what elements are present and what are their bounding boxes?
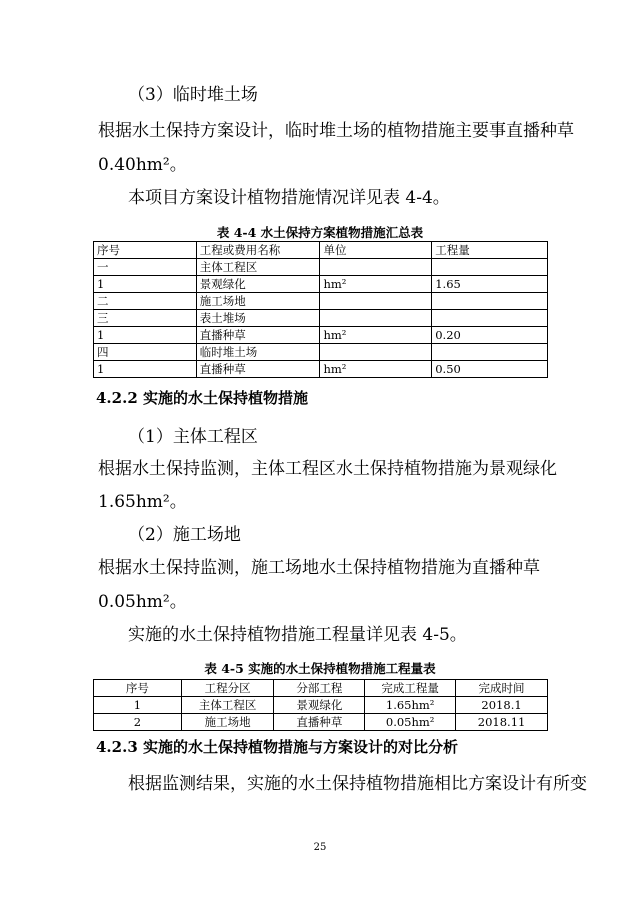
- table-4-4-caption: 表 4-4 水土保持方案植物措施汇总表: [216, 225, 424, 240]
- section-heading-temporary-soil-pile: （3）临时堆土场: [128, 85, 258, 105]
- subsection-heading-construction-site: （2）施工场地: [128, 525, 241, 545]
- paragraph-comparison-analysis: 根据监测结果，实施的水土保持植物措施相比方案设计有所变: [128, 774, 587, 794]
- header-cell: 序号: [94, 680, 182, 697]
- table-cell: 1: [94, 327, 197, 344]
- table-cell: 2018.11: [456, 714, 548, 731]
- table-cell: [432, 344, 548, 361]
- table-row: [94, 697, 548, 714]
- table-cell: 2: [94, 714, 182, 731]
- table-cell: 1: [94, 361, 197, 378]
- table-cell: [320, 293, 432, 310]
- table-row: [94, 361, 548, 378]
- table-row: [94, 344, 548, 361]
- table-4-4: [93, 241, 548, 378]
- table-cell: 景观绿化: [274, 697, 365, 714]
- paragraph-construction-site-line2: 0.05hm²。: [98, 592, 187, 612]
- table-row: [94, 276, 548, 293]
- paragraph-temporary-soil-pile-line1: 根据水土保持方案设计，临时堆土场的植物措施主要事直播种草: [98, 121, 574, 141]
- section-heading-4-2-3: 4.2.3 实施的水土保持植物措施与方案设计的对比分析: [96, 738, 458, 756]
- table-row: [94, 310, 548, 327]
- table-cell: 1: [94, 276, 197, 293]
- table-cell: 直播种草: [196, 361, 320, 378]
- subsection-heading-main-engineering-area: （1）主体工程区: [128, 427, 258, 447]
- table-header-row: [94, 680, 548, 697]
- page-number: 25: [313, 842, 327, 853]
- paragraph-main-engineering-line2: 1.65hm²。: [98, 492, 187, 512]
- header-cell: 完成时间: [456, 680, 548, 697]
- table-cell: 景观绿化: [196, 276, 320, 293]
- table-cell: [432, 310, 548, 327]
- table-cell: 四: [94, 344, 197, 361]
- table-cell: [432, 259, 548, 276]
- table-cell: 二: [94, 293, 197, 310]
- table-cell: 一: [94, 259, 197, 276]
- table-cell: 1: [94, 697, 182, 714]
- table-cell: hm²: [320, 327, 432, 344]
- table-row: [94, 714, 548, 731]
- paragraph-table-reference-45: 实施的水土保持植物措施工程量详见表 4-5。: [128, 625, 467, 645]
- table-cell: 主体工程区: [181, 697, 274, 714]
- table-cell: 施工场地: [196, 293, 320, 310]
- table-cell: 2018.1: [456, 697, 548, 714]
- table-cell: 施工场地: [181, 714, 274, 731]
- header-cell: 工程或费用名称: [196, 242, 320, 259]
- header-cell: 单位: [320, 242, 432, 259]
- table-cell: 三: [94, 310, 197, 327]
- table-cell: [320, 310, 432, 327]
- table-cell: [320, 344, 432, 361]
- table-cell: hm²: [320, 361, 432, 378]
- paragraph-table-reference-44: 本项目方案设计植物措施情况详见表 4-4。: [128, 188, 450, 208]
- table-cell: 1.65hm²: [365, 697, 456, 714]
- paragraph-construction-site-line1: 根据水土保持监测，施工场地水土保持植物措施为直播种草: [98, 558, 540, 578]
- header-cell: 序号: [94, 242, 197, 259]
- table-cell: hm²: [320, 276, 432, 293]
- table-cell: 主体工程区: [196, 259, 320, 276]
- header-cell: 分部工程: [274, 680, 365, 697]
- table-4-5-caption: 表 4-5 实施的水土保持植物措施工程量表: [204, 661, 436, 676]
- paragraph-temporary-soil-pile-line2: 0.40hm²。: [98, 155, 187, 175]
- table-cell: 临时堆土场: [196, 344, 320, 361]
- section-heading-4-2-2: 4.2.2 实施的水土保持植物措施: [96, 389, 308, 407]
- table-cell: 1.65: [432, 276, 548, 293]
- header-cell: 工程分区: [181, 680, 274, 697]
- table-cell: 直播种草: [196, 327, 320, 344]
- table-cell: 表土堆场: [196, 310, 320, 327]
- table-row: [94, 327, 548, 344]
- table-cell: 0.20: [432, 327, 548, 344]
- table-header-row: [94, 242, 548, 259]
- table-cell: 直播种草: [274, 714, 365, 731]
- table-cell: 0.50: [432, 361, 548, 378]
- table-cell: [320, 259, 432, 276]
- table-cell: 0.05hm²: [365, 714, 456, 731]
- table-row: [94, 259, 548, 276]
- paragraph-main-engineering-line1: 根据水土保持监测，主体工程区水土保持植物措施为景观绿化: [98, 459, 557, 479]
- table-4-5: [93, 679, 548, 731]
- header-cell: 完成工程量: [365, 680, 456, 697]
- table-row: [94, 293, 548, 310]
- table-cell: [432, 293, 548, 310]
- header-cell: 工程量: [432, 242, 548, 259]
